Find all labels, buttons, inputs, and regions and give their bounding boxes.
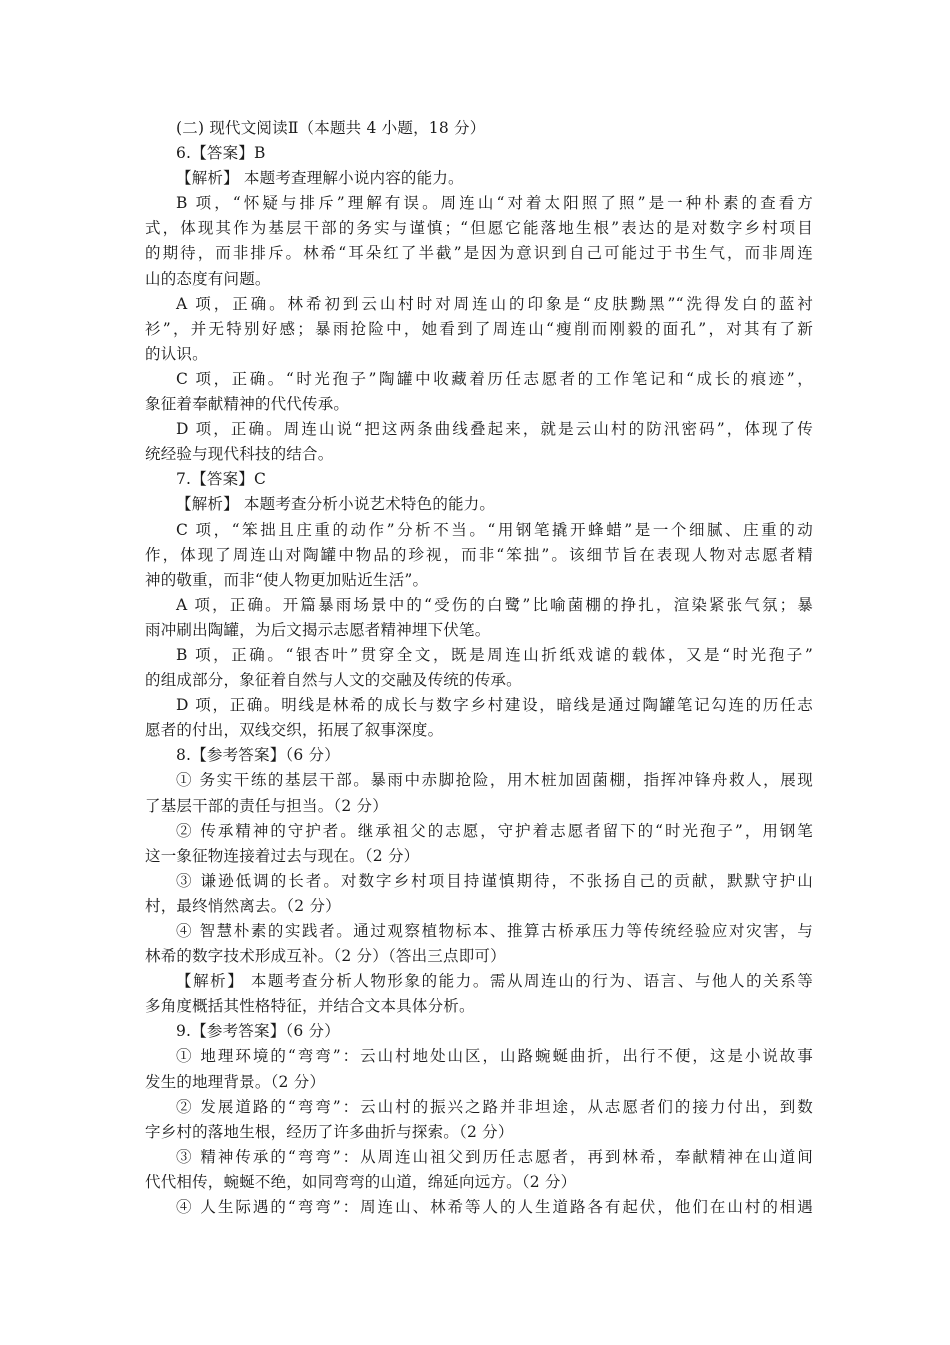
section-title: (二) 现代文阅读Ⅱ（本题共 4 小题，18 分）: [176, 119, 486, 137]
text-line: 神的敬重，而非“使人物更加贴近生活”。: [145, 570, 429, 589]
text-line: 衫”，并无特别好感；暴雨抢险中，她看到了周连山“瘦削而刚毅的面孔”，对其有了新: [145, 319, 813, 338]
text-line: 代代相传，蜿蜒不绝，如同弯弯的山道，绵延向远方。（2 分）: [145, 1172, 577, 1191]
text-line: 9.【参考答案】（6 分）: [176, 1022, 340, 1041]
text-line: 的认识。: [145, 344, 208, 363]
text-line: 这一象征物连接着过去与现在。（2 分）: [145, 846, 420, 865]
text-line: 发生的地理背景。（2 分）: [145, 1072, 326, 1091]
text-line: 7.【答案】C: [176, 470, 267, 489]
text-line: ④ 智慧朴素的实践者。通过观察植物标本、推算古桥承压力等传统经验应对灾害，与: [176, 922, 813, 940]
text-line: 式，体现其作为基层干部的务实与谨慎；“但愿它能落地生根”表达的是对数字乡村项目: [145, 219, 813, 238]
text-line: ② 传承精神的守护者。继承祖父的志愿，守护着志愿者留下的“时光孢子”，用钢笔: [176, 821, 813, 840]
text-line: A 项，正确。林希初到云山村时对周连山的印象是“皮肤黝黑”“洗得发白的蓝衬: [176, 294, 813, 313]
text-line: 作，体现了周连山对陶罐中物品的珍视，而非“笨拙”。该细节旨在表现人物对志愿者精: [145, 545, 813, 564]
text-line: 【解析】 本题考查分析小说艺术特色的能力。: [176, 495, 496, 514]
text-line: 8.【参考答案】（6 分）: [176, 746, 340, 765]
text-line: 愿者的付出，双线交织，拓展了叙事深度。: [145, 721, 444, 740]
text-line: 雨冲刷出陶罐，为后文揭示志愿者精神埋下伏笔。: [145, 620, 491, 639]
text-line: 统经验与现代科技的结合。: [145, 445, 334, 464]
text-line: 【解析】 本题考查分析人物形象的能力。需从周连山的行为、语言、与他人的关系等: [176, 972, 813, 991]
text-line: 6.【答案】B: [176, 144, 266, 163]
text-line: C 项，“笨拙且庄重的动作”分析不当。“用钢笔撬开蜂蜡”是一个细腻、庄重的动: [176, 520, 813, 539]
text-line: ④ 人生际遇的“弯弯”：周连山、林希等人的人生道路各有起伏，他们在山村的相遇: [176, 1198, 813, 1217]
text-line: A 项，正确。开篇暴雨场景中的“受伤的白鹭”比喻菌棚的挣扎，渲染紧张气氛；暴: [176, 595, 813, 614]
text-line: 字乡村的落地生根，经历了许多曲折与探索。（2 分）: [145, 1122, 514, 1141]
text-line: ③ 谦逊低调的长者。对数字乡村项目持谨慎期待，不张扬自己的贡献，默默守护山: [176, 871, 813, 890]
text-line: ① 务实干练的基层干部。暴雨中赤脚抢险，用木桩加固菌棚，指挥冲锋舟救人，展现: [176, 771, 813, 790]
text-line: B 项，正确。“银杏叶”贯穿全文，既是周连山折纸戏谑的载体，又是“时光孢子”: [176, 645, 813, 664]
text-line: 象征着奉献精神的代代传承。: [145, 395, 350, 414]
text-line: 【解析】 本题考查理解小说内容的能力。: [176, 169, 464, 188]
text-line: 林希的数字技术形成互补。（2 分）（答出三点即可）: [145, 947, 506, 966]
text-line: 村，最终悄然离去。（2 分）: [145, 896, 341, 915]
text-line: ③ 精神传承的“弯弯”：从周连山祖父到历任志愿者，再到林希，奉献精神在山道间: [176, 1147, 813, 1166]
answer-body: [145, 141, 813, 1220]
text-line: ① 地理环境的“弯弯”：云山村地处山区，山路蜿蜒曲折，出行不便，这是小说故事: [176, 1047, 813, 1066]
text-line: 山的态度有问题。: [145, 269, 271, 288]
text-line: 了基层干部的责任与担当。（2 分）: [145, 796, 388, 815]
text-line: D 项，正确。周连山说“把这两条曲线叠起来，就是云山村的防汛密码”，体现了传: [176, 420, 813, 439]
answer-page: [145, 116, 813, 1220]
text-line: C 项，正确。“时光孢子”陶罐中收藏着历任志愿者的工作笔记和“成长的痕迹”，: [176, 369, 813, 388]
text-line: D 项，正确。明线是林希的成长与数字乡村建设，暗线是通过陶罐笔记勾连的历任志: [176, 696, 813, 715]
text-line: B 项，“怀疑与排斥”理解有误。周连山“对着太阳照了照”是一种朴素的查看方: [176, 194, 813, 213]
text-line: 的组成部分，象征着自然与人文的交融及传统的传承。: [145, 671, 522, 690]
text-line: 的期待，而非排斥。林希“耳朵红了半截”是因为意识到自己可能过于书生气，而非周连: [145, 244, 813, 263]
text-line: ② 发展道路的“弯弯”：云山村的振兴之路并非坦途，从志愿者们的接力付出，到数: [176, 1097, 813, 1116]
text-line: 多角度概括其性格特征，并结合文本具体分析。: [145, 997, 475, 1016]
